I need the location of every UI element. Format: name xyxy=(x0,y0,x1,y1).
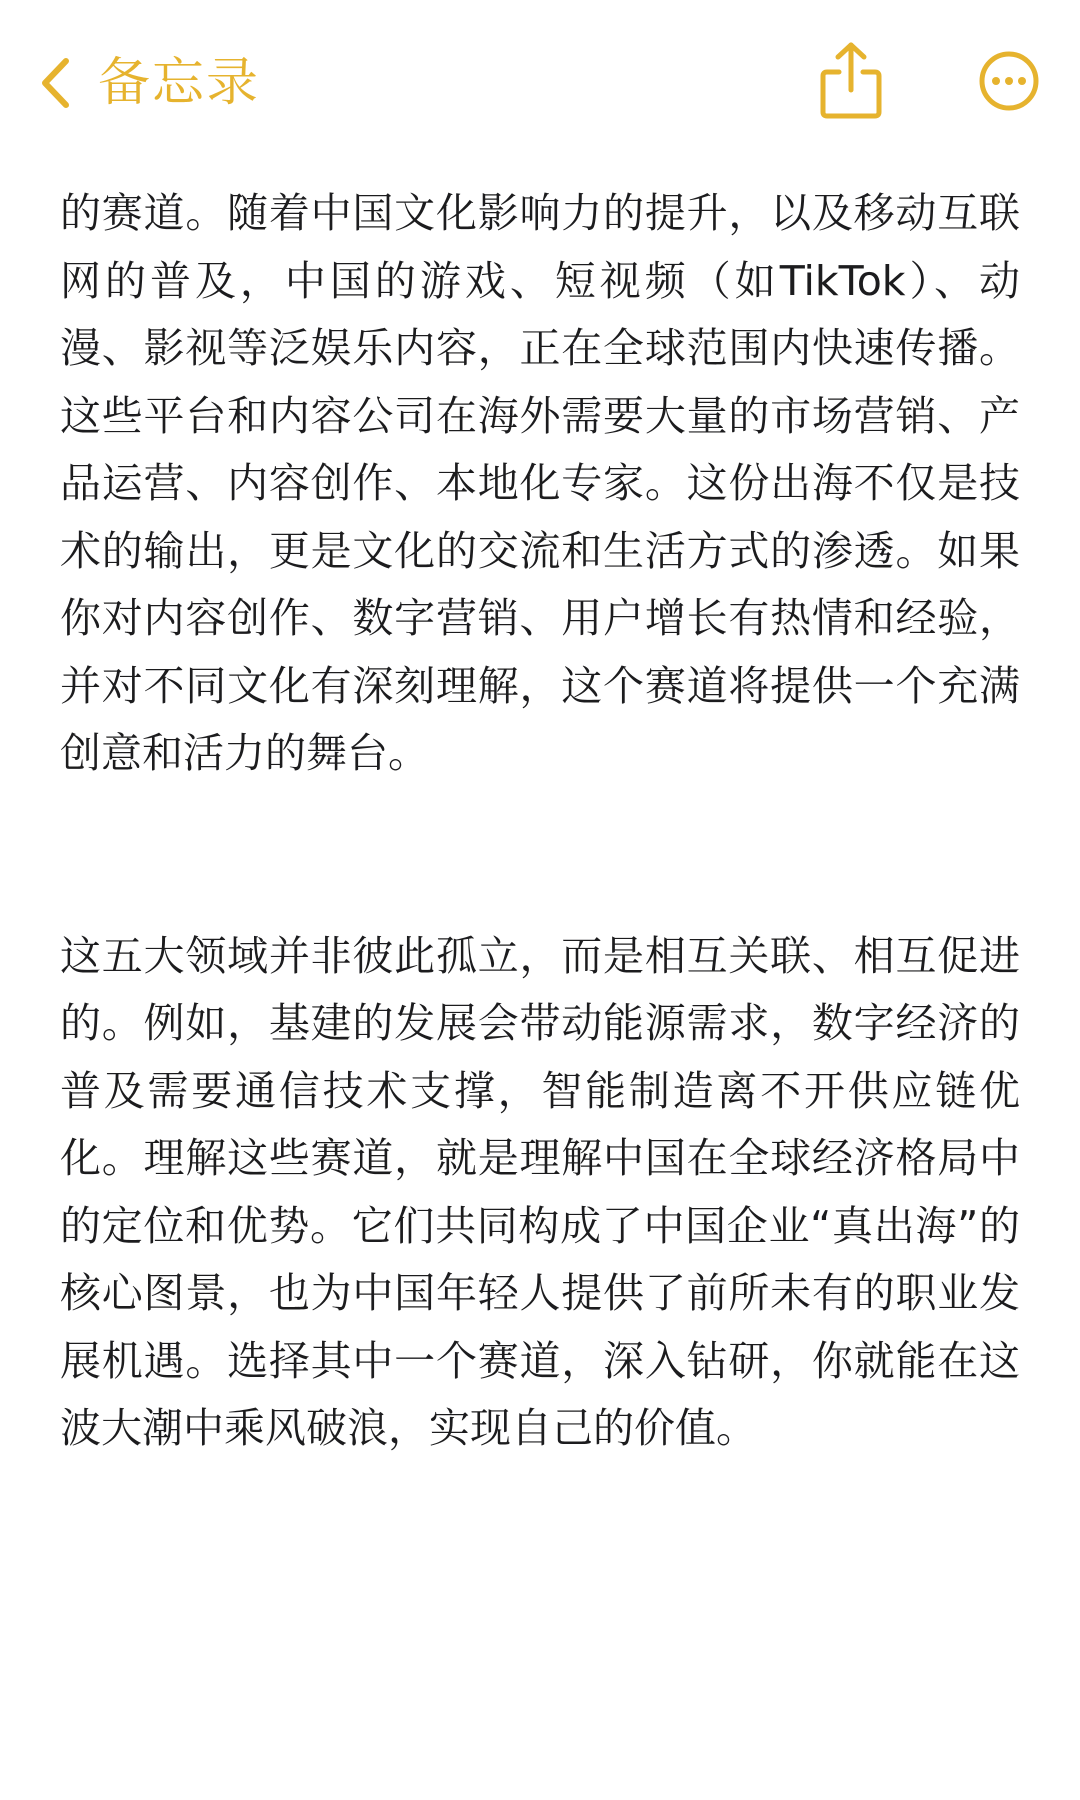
back-button[interactable] xyxy=(40,48,260,118)
back-button-label: 备忘录 xyxy=(98,53,261,113)
share-icon xyxy=(818,105,884,124)
more-options-button[interactable] xyxy=(978,50,1040,112)
share-button[interactable] xyxy=(818,40,884,120)
note-paragraph-1: 的赛道。随着中国文化影响力的提升，以及移动互联网的普及，中国的游戏、短视频（如TikTok）、动漫、影视等泛娱乐内容，正在全球范围内快速传播。这些平台和内容公司在海外需要大量的市场营销、产品运营、内容创作、本地化专家。这份出海不仅是技术的输出，更是文化的交流和生活方式的渗透。如果你对内容创作、数字营销、用户增长有热情和经验，并对不同文化有深刻理解，这个赛道将提供一个充满创意和活力的舞台。 xyxy=(60,189,1020,777)
note-body[interactable] xyxy=(60,180,1020,1463)
ellipsis-circle-icon xyxy=(978,97,1040,116)
chevron-left-icon xyxy=(40,57,70,109)
navigation-bar xyxy=(0,0,1080,165)
note-paragraph-2: 这五大领域并非彼此孤立，而是相互关联、相互促进的。例如，基建的发展会带动能源需求，数字经济的普及需要通信技术支撑，智能制造离不开供应链优化。理解这些赛道，就是理解中国在全球经济格局中的定位和优势。它们共同构成了中国企业“真出海”的核心图景，也为中国年轻人提供了前所未有的职业发展机遇。选择其中一个赛道，深入钻研，你就能在这波大潮中乘风破浪，实现自己的价值。 xyxy=(60,931,1020,1452)
